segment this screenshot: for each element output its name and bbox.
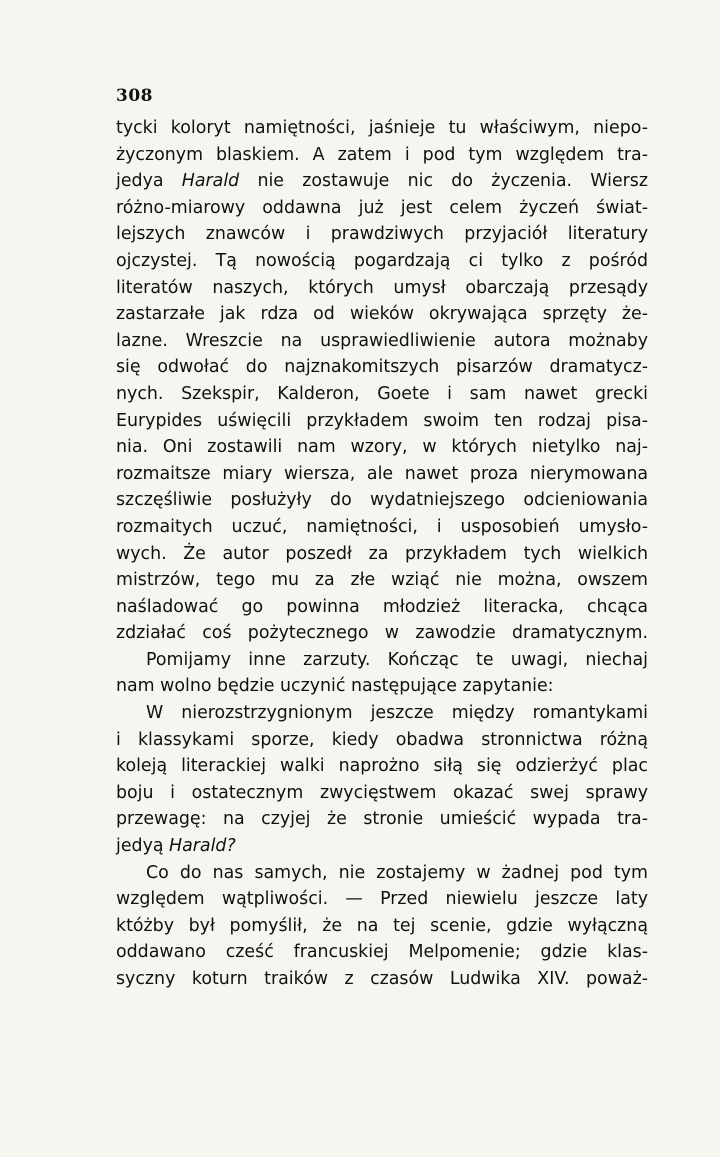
text-line: zdziałać coś pożytecznego w zawodzie dramatycznym. bbox=[116, 623, 648, 644]
text-segment: jedya bbox=[116, 171, 182, 192]
text-line: naśladować go powinna młodzież literacka, chcąca bbox=[116, 596, 648, 617]
text-line: i klassykami sporze, kiedy obadwa stronnictwa różną bbox=[116, 729, 648, 750]
text-line: się odwołać do najznakomitszych pisarzów dramatycz- bbox=[116, 357, 648, 378]
text-line: wych. Że autor poszedł za przykładem tych wielkich bbox=[116, 543, 648, 564]
text-line: mistrzów, tego mu za złe wziąć nie można, owszem bbox=[116, 570, 648, 591]
text-line bbox=[116, 833, 648, 860]
page-number: 308 bbox=[116, 86, 153, 106]
text-line: syczny koturn traików z czasów Ludwika XIV. poważ- bbox=[116, 969, 648, 989]
text-line: W nierozstrzygnionym jeszcze między romantykami bbox=[146, 703, 648, 724]
text-segment: nie zostawuje nic do życzenia. Wiersz bbox=[239, 171, 648, 192]
text-line: koleją literackiej walki naprożno siłą się odzierżyć plac bbox=[116, 756, 648, 777]
text-line: literatów naszych, których umysł obarczają przesądy bbox=[116, 277, 648, 298]
text-line: rozmaitsze miary wiersza, ale nawet proza nierymowana bbox=[116, 463, 648, 484]
text-line: tycki koloryt namiętności, jaśnieje tu właściwym, niepo- bbox=[116, 118, 648, 138]
text-line: zastarzałe jak rdza od wieków okrywająca sprzęty że- bbox=[116, 304, 648, 325]
italic-title: Harald? bbox=[169, 836, 236, 857]
text-line: szczęśliwie posłużyły do wydatniejszego odcieniowania bbox=[116, 490, 648, 511]
text-line: Eurypides uświęcili przykładem swoim ten rodzaj pisa- bbox=[116, 410, 648, 431]
text-line: różno-miarowy oddawna już jest celem życzeń świat- bbox=[116, 197, 648, 218]
text-line: któżby był pomyślił, że na tej scenie, gdzie wyłączną bbox=[116, 915, 648, 936]
text-line: boju i ostatecznym zwycięstwem okazać swej sprawy bbox=[116, 782, 648, 803]
text-line: względem wątpliwości. — Przed niewielu jeszcze laty bbox=[116, 889, 648, 910]
text-line: oddawano cześć francuskiej Melpomenie; gdzie klas- bbox=[116, 942, 648, 963]
text-line: nych. Szekspir, Kalderon, Goete i sam nawet grecki bbox=[116, 383, 648, 404]
text-line: nam wolno będzie uczynić następujące zapytanie: bbox=[116, 676, 554, 697]
text-line: ojczystej. Tą nowością pogardzają ci tylko z pośród bbox=[116, 250, 648, 271]
italic-title: Harald bbox=[181, 171, 240, 192]
text-line: rozmaitych uczuć, namiętności, i usposobień umysło- bbox=[116, 516, 648, 537]
text-segment: jedyą bbox=[116, 836, 170, 857]
text-line: Co do nas samych, nie zostajemy w żadnej pod tym bbox=[146, 862, 648, 883]
text-line: lazne. Wreszcie na usprawiedliwienie autora możnaby bbox=[116, 330, 648, 351]
text-line: nia. Oni zostawili nam wzory, w których nietylko naj- bbox=[116, 437, 648, 458]
body-text bbox=[116, 115, 648, 993]
text-line: Pomijamy inne zarzuty. Kończąc te uwagi, niechaj bbox=[146, 649, 648, 670]
text-line: lejszych znawców i prawdziwych przyjaciół literatury bbox=[116, 224, 648, 245]
text-line bbox=[116, 168, 648, 195]
text-line: przewagę: na czyjej że stronie umieścić wypada tra- bbox=[116, 809, 648, 830]
text-line: życzonym blaskiem. A zatem i pod tym względem tra- bbox=[116, 144, 648, 165]
